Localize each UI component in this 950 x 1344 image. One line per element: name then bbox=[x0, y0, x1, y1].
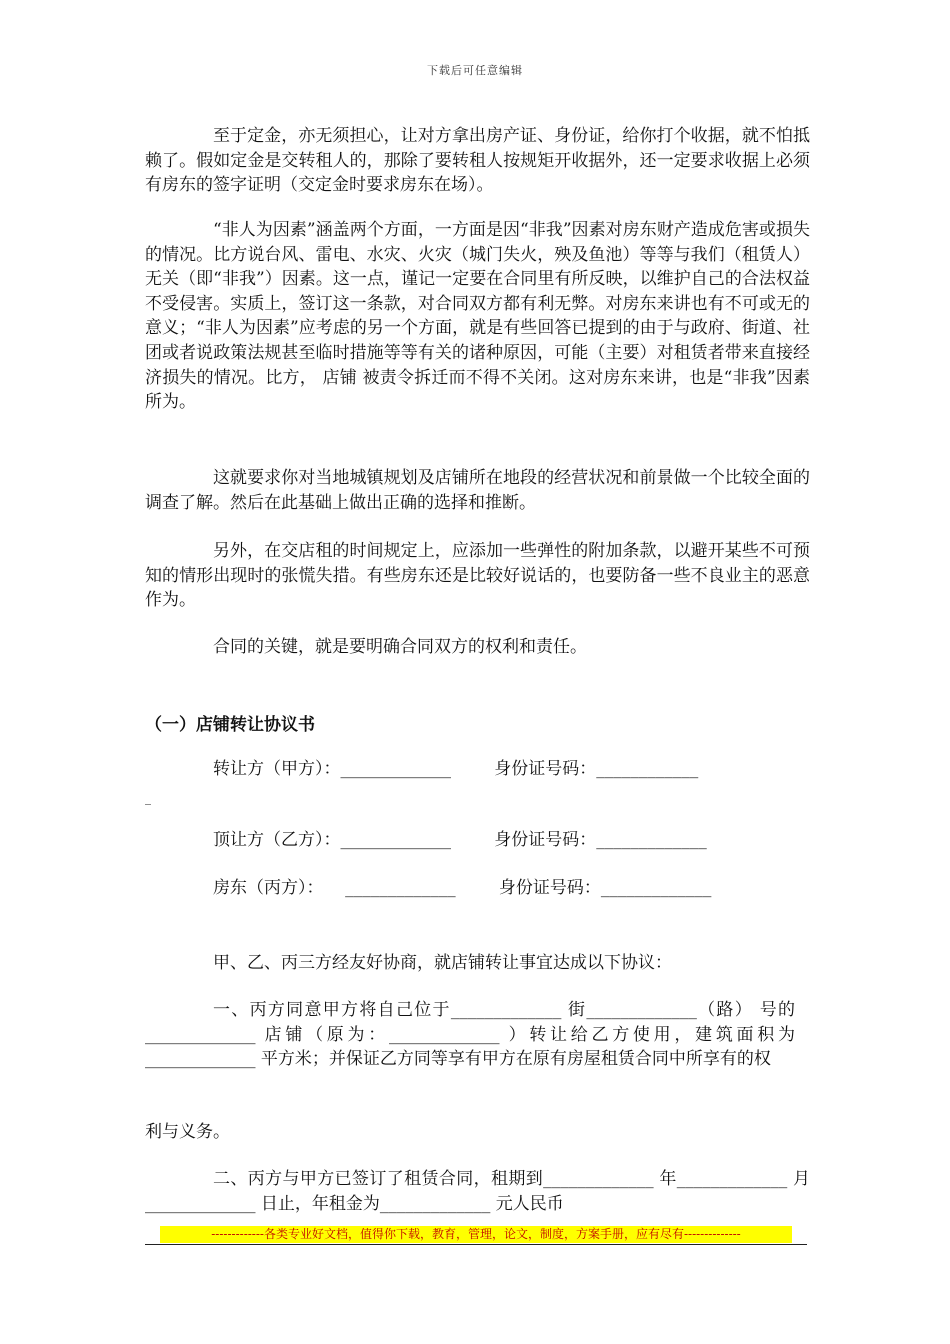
header-note: 下载后可任意编辑 bbox=[427, 64, 523, 77]
paragraph-planning: 这就要求你对当地城镇规划及店铺所在地段的经营状况和前景做一个比较全面的调查了解。然后在此基础上做出正确的选择和推断。 bbox=[145, 468, 810, 513]
paragraph-deposit: 至于定金，亦无须担心，让对方拿出房产证、身份证，给你打个收据，就不怕抵赖了。假如定金是交转租人的，那除了要转租人按规矩开收据外，还一定要求收据上必须有房东的签字证明（交定金时要求房东在场）。 bbox=[145, 126, 810, 196]
clause-one-tail: 利与义务。 bbox=[145, 1122, 230, 1142]
clause-one: 一、丙方同意甲方将自己位于_____________ 街_____________（路） 号的_____________ 店铺（原为：_____________ ）转让给乙方使用，建筑面积为_____________ 平方米；并保证乙方同等享有甲方在原有房屋租赁合同中所享有的权 bbox=[145, 1000, 795, 1070]
party-a-line: 转让方（甲方）：_____________ 身份证号码：____________ bbox=[213, 759, 699, 779]
agreement-title: （一）店铺转让协议书 bbox=[145, 715, 315, 735]
footer-rule bbox=[145, 1244, 807, 1245]
paragraph-key-point: 合同的关键，就是要明确合同双方的权利和责任。 bbox=[213, 637, 587, 657]
agreement-intro: 甲、乙、丙三方经友好协商，就店铺转让事宜达成以下协议： bbox=[213, 953, 672, 973]
clause-two: 二、丙方与甲方已签订了租赁合同，租期到_____________ 年_____________ 月_____________ 日止，年租金为_____________ 元人民币 bbox=[145, 1169, 810, 1214]
footer-banner: -------------各类专业好文档，值得你下载，教育，管理，论文，制度，方案手册，应有尽有-------------- bbox=[160, 1226, 792, 1243]
stray-underscore: _ bbox=[145, 791, 151, 805]
party-c-line: 房东（丙方）： _____________ 身份证号码：_____________ bbox=[213, 878, 712, 898]
party-b-line: 顶让方（乙方）：_____________ 身份证号码：_____________ bbox=[213, 830, 707, 850]
paragraph-rent-timing: 另外，在交店租的时间规定上，应添加一些弹性的附加条款，以避开某些不可预知的情形出现时的张慌失措。有些房东还是比较好说话的，也要防备一些不良业主的恶意作为。 bbox=[145, 541, 810, 611]
paragraph-force-majeure: “非人为因素”涵盖两个方面，一方面是因“非我”因素对房东财产造成危害或损失的情况。比方说台风、雷电、水灾、火灾（城门失火，殃及鱼池）等等与我们（租赁人）无关（即“非我”）因素。这一点，谨记一定要在合同里有所反映，以维护自己的合法权益不受侵害。实质上，签订这一条款，对合同双方都有利无弊。对房东来讲也有不可或无的意义；“非人为因素”应考虑的另一个方面，就是有些回答已提到的由于与政府、街道、社团或者说政策法规甚至临时措施等等有关的诸种原因，可能（主要）对租赁者带来直接经济损失的情况。比方， 店铺 被责令拆迁而不得不关闭。这对房东来讲，也是“非我”因素所为。 bbox=[145, 220, 810, 413]
